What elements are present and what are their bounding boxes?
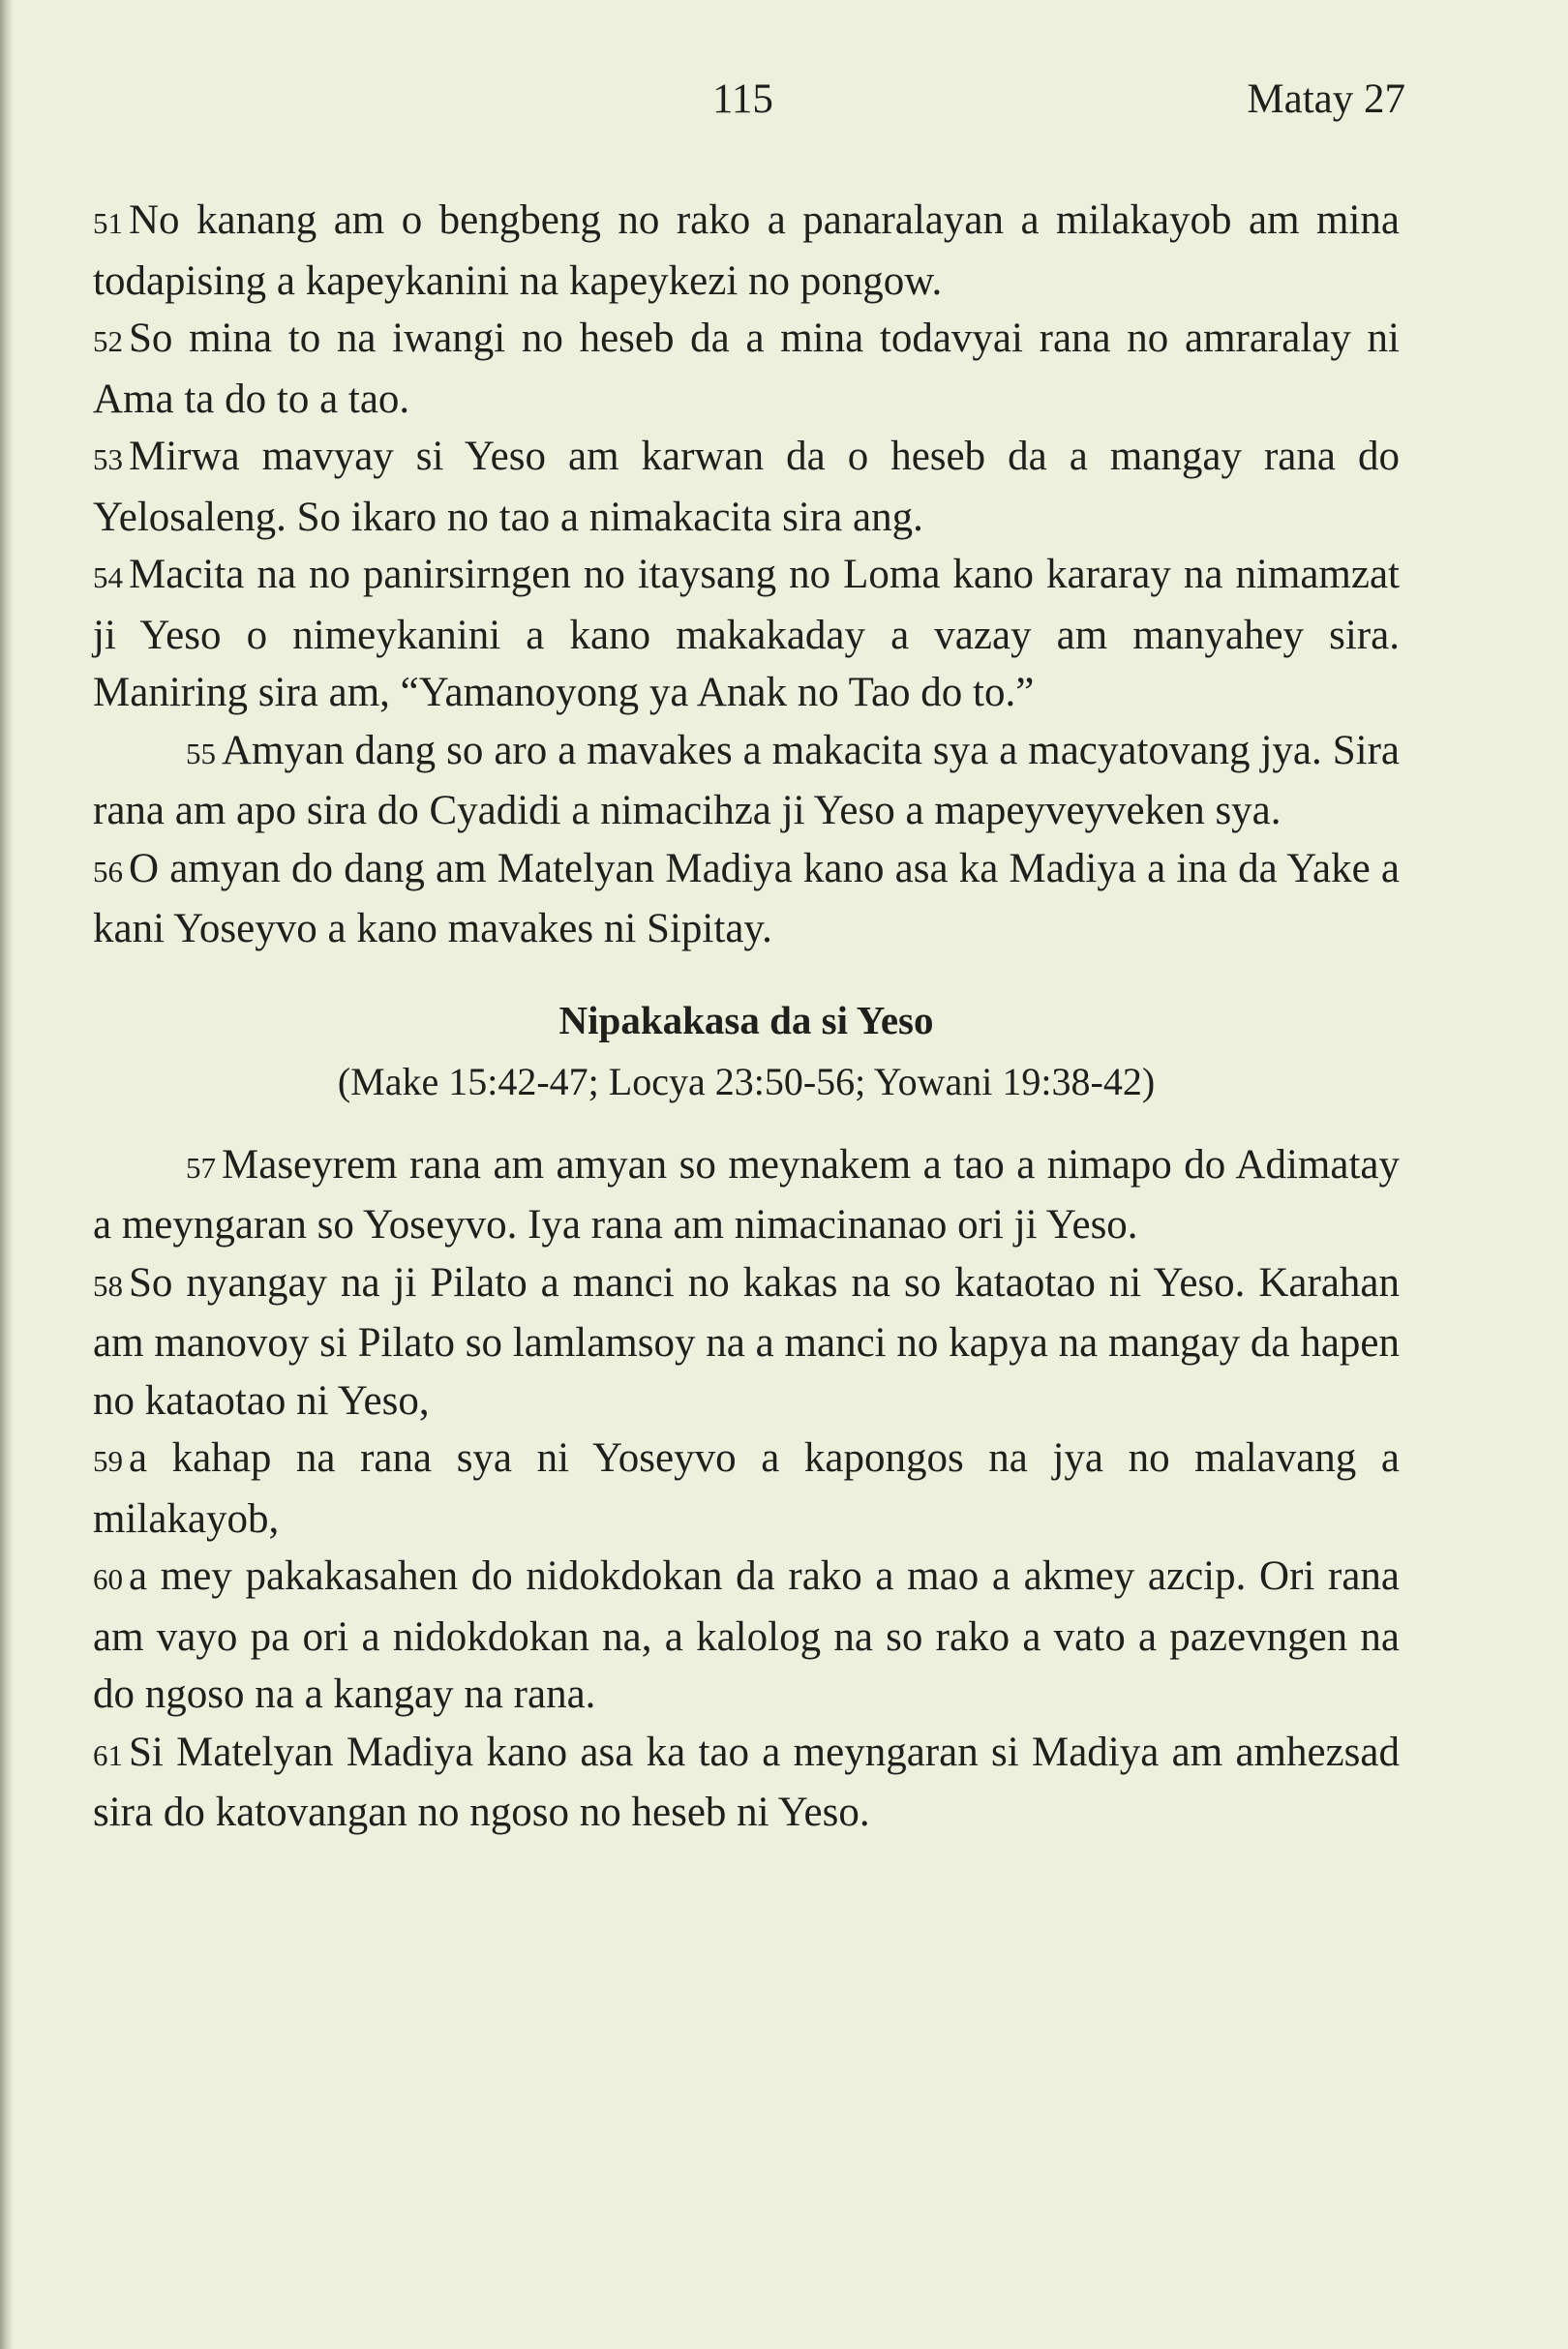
verse-57 — [93, 1136, 1400, 1254]
running-head — [93, 68, 1405, 136]
verse-58 — [93, 1254, 1400, 1430]
book-page — [93, 68, 1405, 1842]
verse-number: 60 — [93, 1562, 123, 1596]
verse-55 — [93, 722, 1400, 840]
verse-number: 53 — [93, 442, 123, 476]
verse-text: a mey pakakasahen do nidokdokan da rako a mao a akmey azcip. Ori rana am vayo pa ori a nidokdokan na, a kalolog na so rako a vato a pazevngen na do ngoso na a kangay na rana. — [93, 1553, 1400, 1717]
verse-54 — [93, 546, 1400, 722]
section-heading: Nipakakasa da si Yeso — [558, 997, 934, 1042]
verse-60 — [93, 1548, 1400, 1724]
verse-text: No kanang am o bengbeng no rako a panaralayan a milakayob am mina todapising a kapeykanini na kapeykezi no pongow. — [93, 197, 1400, 304]
verse-text: a kahap na rana sya ni Yoseyvo a kapongos na jya no malavang a milakayob, — [93, 1435, 1400, 1542]
verse-53 — [93, 428, 1400, 546]
verse-number: 52 — [93, 324, 123, 358]
book-chapter-reference: Matay 27 — [1247, 76, 1405, 122]
verse-number: 57 — [186, 1150, 216, 1185]
verse-number: 55 — [186, 736, 216, 770]
verse-text: Mirwa mavyay si Yeso am karwan da o heseb da a mangay rana do Yelosaleng. So ikaro no tao a nimakacita sira ang. — [93, 434, 1400, 540]
verse-text: So nyangay na ji Pilato a manci no kakas na so kataotao ni Yeso. Karahan am manovoy si Pilato so lamlamsoy na a manci no kapya na mangay da hapen no kataotao ni Yeso, — [93, 1259, 1400, 1424]
verse-number: 56 — [93, 854, 123, 888]
verse-number: 51 — [93, 206, 123, 240]
page-binding-edge — [0, 0, 14, 2349]
verse-text: Macita na no panirsirngen no itaysang no Loma kano kararay na nimamzat ji Yeso o nimeykanini a kano makakaday a vazay am manyahey sira. Maniring sira am, “Yamanoyong ya Anak no Tao do to.” — [93, 552, 1400, 715]
verse-text: O amyan do dang am Matelyan Madiya kano asa ka Madiya a ina da Yake a kani Yoseyvo a kano mavakes ni Sipitay. — [93, 845, 1400, 951]
verse-text: Si Matelyan Madiya kano asa ka tao a meyngaran si Madiya am amhezsad sira do katovangan no ngoso no heseb ni Yeso. — [93, 1729, 1400, 1835]
verse-text: Maseyrem rana am amyan so meynakem a tao a nimapo do Adimatay a meyngaran so Yoseyvo. Iya rana am nimacinanao ori ji Yeso. — [93, 1141, 1400, 1248]
verse-52 — [93, 310, 1400, 428]
verse-number: 54 — [93, 560, 123, 594]
section-parallel-references: (Make 15:42-47; Locya 23:50-56; Yowani 19:38-42) — [337, 1059, 1156, 1103]
verse-59 — [93, 1430, 1400, 1548]
verse-51 — [93, 192, 1400, 310]
verse-number: 61 — [93, 1737, 123, 1772]
scripture-text — [93, 192, 1400, 1842]
verse-61 — [93, 1724, 1400, 1842]
verse-text: Amyan dang so aro a mavakes a makacita sya a macyatovang jya. Sira rana am apo sira do Cyadidi a nimacihza ji Yeso a mapeyveyveken sya. — [93, 727, 1400, 833]
verse-number: 58 — [93, 1268, 123, 1303]
verse-text: So mina to na iwangi no heseb da a mina todavyai rana no amraralay ni Ama ta do to a tao. — [93, 316, 1400, 422]
verse-56 — [93, 840, 1400, 958]
page-number: 115 — [712, 76, 773, 122]
verse-number: 59 — [93, 1444, 123, 1478]
